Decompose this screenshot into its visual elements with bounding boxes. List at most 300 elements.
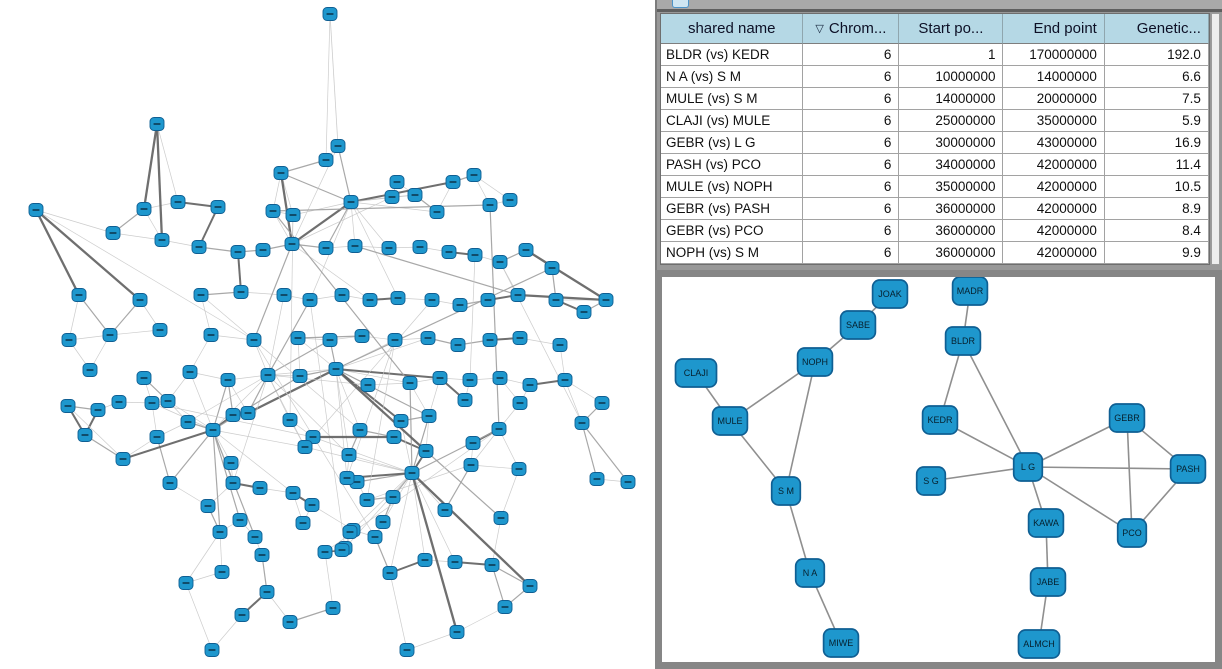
network-node[interactable]	[492, 423, 506, 436]
network-node[interactable]	[213, 526, 227, 539]
network-node[interactable]	[61, 400, 75, 413]
network-node-s-g[interactable]	[917, 467, 946, 495]
node-label	[442, 509, 449, 511]
table-cell[interactable]: BLDR (vs) KEDR	[661, 44, 803, 66]
network-node-madr[interactable]	[953, 277, 988, 305]
table-row[interactable]	[661, 110, 1209, 132]
node-label	[33, 209, 40, 211]
network-node-gebr[interactable]	[1110, 404, 1145, 432]
table-cell[interactable]: 25000000	[899, 110, 1003, 132]
network-node[interactable]	[329, 363, 343, 376]
node-label	[507, 199, 514, 201]
network-node[interactable]	[390, 176, 404, 189]
node-label	[210, 429, 217, 431]
network-node[interactable]	[256, 244, 270, 257]
network-node[interactable]	[549, 294, 563, 307]
network-node[interactable]	[376, 516, 390, 529]
network-node[interactable]	[422, 410, 436, 423]
network-node-n-a[interactable]	[796, 559, 825, 587]
network-node[interactable]	[464, 459, 478, 472]
network-node[interactable]	[283, 414, 297, 427]
network-node[interactable]	[181, 416, 195, 429]
network-node[interactable]	[153, 324, 167, 337]
table-cell[interactable]: 20000000	[1003, 88, 1104, 110]
network-node[interactable]	[305, 499, 319, 512]
table-cell[interactable]: GEBR (vs) PCO	[661, 220, 803, 242]
network-node[interactable]	[438, 504, 452, 517]
node-label	[346, 454, 353, 456]
table-cell[interactable]: 42000000	[1003, 154, 1104, 176]
network-node[interactable]	[137, 203, 151, 216]
network-node[interactable]	[204, 329, 218, 342]
column-header-0[interactable]	[661, 14, 803, 44]
network-edge	[786, 362, 815, 491]
network-node[interactable]	[513, 332, 527, 345]
network-node[interactable]	[577, 306, 591, 319]
node-label: MULE	[717, 416, 743, 427]
network-node[interactable]	[211, 201, 225, 214]
network-node[interactable]	[205, 644, 219, 657]
network-node[interactable]	[233, 514, 247, 527]
node-label	[215, 206, 222, 208]
node-label	[327, 339, 334, 341]
table-cell[interactable]: 6	[803, 110, 899, 132]
node-label	[364, 499, 371, 501]
table-cell[interactable]: 42000000	[1003, 242, 1104, 264]
node-label	[502, 606, 509, 608]
node-label	[270, 210, 277, 212]
network-edge	[123, 430, 213, 459]
network-node[interactable]	[247, 334, 261, 347]
table-cell[interactable]: 11.4	[1105, 154, 1209, 176]
network-node[interactable]	[405, 467, 419, 480]
network-node[interactable]	[260, 586, 274, 599]
node-label	[310, 436, 317, 438]
node-label	[496, 428, 503, 430]
network-node[interactable]	[558, 374, 572, 387]
network-node[interactable]	[385, 191, 399, 204]
network-node[interactable]	[360, 494, 374, 507]
network-node[interactable]	[226, 477, 240, 490]
network-edge	[412, 473, 530, 586]
network-node[interactable]	[62, 334, 76, 347]
node-label	[219, 571, 226, 573]
table-corner-tab[interactable]	[672, 0, 689, 8]
network-node[interactable]	[368, 531, 382, 544]
network-node[interactable]	[161, 395, 175, 408]
network-node-l-g[interactable]	[1014, 453, 1043, 481]
table-cell[interactable]: 6	[803, 44, 899, 66]
table-cell[interactable]: MULE (vs) NOPH	[661, 176, 803, 198]
network-node[interactable]	[137, 372, 151, 385]
node-label	[228, 462, 235, 464]
network-node[interactable]	[451, 339, 465, 352]
table-cell[interactable]: 7.5	[1105, 88, 1209, 110]
table-cell[interactable]: NOPH (vs) S M	[661, 242, 803, 264]
network-node[interactable]	[425, 294, 439, 307]
edge-attribute-table	[660, 13, 1210, 265]
network-node[interactable]	[133, 294, 147, 307]
column-header-2[interactable]	[899, 14, 1003, 44]
network-node[interactable]	[303, 294, 317, 307]
network-node[interactable]	[355, 330, 369, 343]
network-node[interactable]	[183, 366, 197, 379]
network-node[interactable]	[286, 209, 300, 222]
node-label: S M	[777, 486, 795, 497]
table-cell[interactable]: 36000000	[899, 242, 1003, 264]
network-node[interactable]	[493, 372, 507, 385]
table-cell[interactable]: 14000000	[1003, 66, 1104, 88]
network-node[interactable]	[448, 556, 462, 569]
node-label	[230, 414, 237, 416]
table-cell[interactable]: 6	[803, 198, 899, 220]
network-node[interactable]	[286, 487, 300, 500]
table-cell[interactable]: 192.0	[1105, 44, 1209, 66]
network-node[interactable]	[394, 415, 408, 428]
table-cell[interactable]: 35000000	[899, 176, 1003, 198]
table-cell[interactable]: 10000000	[899, 66, 1003, 88]
node-label: BLDR	[950, 336, 976, 347]
network-node[interactable]	[590, 473, 604, 486]
network-node[interactable]	[241, 407, 255, 420]
network-node[interactable]	[523, 580, 537, 593]
network-node[interactable]	[155, 234, 169, 247]
network-node[interactable]	[319, 154, 333, 167]
network-node[interactable]	[575, 417, 589, 430]
network-node-bldr[interactable]	[946, 327, 981, 355]
network-node[interactable]	[403, 377, 417, 390]
node-label	[154, 123, 161, 125]
table-cell[interactable]: 30000000	[899, 132, 1003, 154]
network-node[interactable]	[458, 394, 472, 407]
table-row[interactable]	[661, 220, 1209, 242]
table-cell[interactable]: GEBR (vs) L G	[661, 132, 803, 154]
network-node[interactable]	[221, 374, 235, 387]
network-node[interactable]	[298, 441, 312, 454]
network-node[interactable]	[29, 204, 43, 217]
table-cell[interactable]: 6	[803, 242, 899, 264]
network-node-kedr[interactable]	[923, 406, 958, 434]
table-cell[interactable]: 6	[803, 132, 899, 154]
node-label	[581, 311, 588, 313]
node-label	[417, 246, 424, 248]
network-node[interactable]	[519, 244, 533, 257]
node-label	[120, 458, 127, 460]
column-header-4[interactable]	[1105, 14, 1209, 44]
node-label	[365, 384, 372, 386]
table-row[interactable]	[661, 154, 1209, 176]
table-cell[interactable]: 36000000	[899, 220, 1003, 242]
table-top-strip	[657, 0, 1222, 9]
network-node[interactable]	[483, 199, 497, 212]
network-node[interactable]	[342, 449, 356, 462]
network-node[interactable]	[503, 194, 517, 207]
table-cell[interactable]: 6	[803, 220, 899, 242]
table-cell[interactable]: 36000000	[899, 198, 1003, 220]
node-label	[527, 585, 534, 587]
table-cell[interactable]: 6.6	[1105, 66, 1209, 88]
network-node[interactable]	[179, 577, 193, 590]
table-cell[interactable]: GEBR (vs) PASH	[661, 198, 803, 220]
table-panel	[655, 0, 1222, 270]
network-node[interactable]	[363, 294, 377, 307]
network-node-s-m[interactable]	[772, 477, 801, 505]
table-cell[interactable]: 170000000	[1003, 44, 1104, 66]
table-cell[interactable]: 35000000	[1003, 110, 1104, 132]
network-node[interactable]	[224, 457, 238, 470]
node-label	[157, 329, 164, 331]
table-cell[interactable]: CLAJI (vs) MULE	[661, 110, 803, 132]
network-node[interactable]	[498, 601, 512, 614]
network-node[interactable]	[348, 240, 362, 253]
network-node[interactable]	[481, 294, 495, 307]
network-node[interactable]	[512, 463, 526, 476]
network-node[interactable]	[116, 453, 130, 466]
network-node[interactable]	[293, 370, 307, 383]
node-label	[470, 442, 477, 444]
table-row[interactable]	[661, 176, 1209, 198]
network-node[interactable]	[283, 616, 297, 629]
network-node[interactable]	[446, 176, 460, 189]
network-node[interactable]	[206, 424, 220, 437]
table-cell[interactable]: 8.9	[1105, 198, 1209, 220]
table-row[interactable]	[661, 198, 1209, 220]
network-node[interactable]	[383, 567, 397, 580]
network-node[interactable]	[318, 546, 332, 559]
network-node[interactable]	[388, 334, 402, 347]
node-label	[252, 536, 259, 538]
table-cell[interactable]: PASH (vs) PCO	[661, 154, 803, 176]
node-label: L G	[1020, 462, 1036, 473]
network-node-jabe[interactable]	[1031, 568, 1066, 596]
network-node[interactable]	[361, 379, 375, 392]
network-node[interactable]	[261, 369, 275, 382]
table-cell[interactable]: 42000000	[1003, 198, 1104, 220]
network-edge	[144, 124, 157, 209]
node-label	[372, 536, 379, 538]
node-label: KEDR	[927, 415, 953, 426]
table-cell[interactable]: N A (vs) S M	[661, 66, 803, 88]
network-edge	[410, 383, 412, 473]
network-node[interactable]	[296, 517, 310, 530]
table-row[interactable]	[661, 242, 1209, 264]
network-node-noph[interactable]	[798, 348, 833, 376]
network-node-almch[interactable]	[1019, 630, 1060, 658]
node-label	[389, 196, 396, 198]
table-cell[interactable]: 1	[899, 44, 1003, 66]
node-label	[260, 249, 267, 251]
node-label: JABE	[1036, 577, 1060, 588]
network-node[interactable]	[453, 299, 467, 312]
table-cell[interactable]: 42000000	[1003, 220, 1104, 242]
network-node[interactable]	[599, 294, 613, 307]
table-row[interactable]	[661, 88, 1209, 110]
network-node[interactable]	[274, 167, 288, 180]
network-node[interactable]	[421, 332, 435, 345]
network-node-sabe[interactable]	[841, 311, 876, 339]
network-node[interactable]	[323, 334, 337, 347]
network-node[interactable]	[386, 491, 400, 504]
network-edge	[407, 632, 457, 650]
network-node[interactable]	[344, 196, 358, 209]
table-scroll-gutter[interactable]	[1211, 13, 1220, 265]
node-label	[257, 487, 264, 489]
network-node[interactable]	[145, 397, 159, 410]
network-node[interactable]	[463, 374, 477, 387]
node-label	[339, 294, 346, 296]
node-label	[237, 519, 244, 521]
network-node[interactable]	[335, 289, 349, 302]
network-node[interactable]	[483, 334, 497, 347]
network-node[interactable]	[326, 602, 340, 615]
table-cell[interactable]: 16.9	[1105, 132, 1209, 154]
network-node[interactable]	[163, 477, 177, 490]
network-node[interactable]	[171, 196, 185, 209]
network-node[interactable]	[194, 289, 208, 302]
network-node-pash[interactable]	[1171, 455, 1206, 483]
table-cell[interactable]: 10.5	[1105, 176, 1209, 198]
table-cell[interactable]: 8.4	[1105, 220, 1209, 242]
node-label	[523, 249, 530, 251]
network-node[interactable]	[382, 242, 396, 255]
network-node[interactable]	[343, 526, 357, 539]
table-row[interactable]	[661, 132, 1209, 154]
column-header-3[interactable]	[1003, 14, 1104, 44]
table-cell[interactable]: 6	[803, 154, 899, 176]
network-node-miwe[interactable]	[824, 629, 859, 657]
network-node[interactable]	[433, 372, 447, 385]
table-cell[interactable]: 14000000	[899, 88, 1003, 110]
table-row[interactable]	[661, 44, 1209, 66]
network-node[interactable]	[430, 206, 444, 219]
table-cell[interactable]: 43000000	[1003, 132, 1104, 154]
filter-icon[interactable]: ▽	[815, 22, 824, 35]
network-node[interactable]	[523, 379, 537, 392]
network-node[interactable]	[285, 238, 299, 251]
network-node[interactable]	[391, 292, 405, 305]
network-node-pco[interactable]	[1118, 519, 1147, 547]
network-node[interactable]	[413, 241, 427, 254]
table-row[interactable]	[661, 66, 1209, 88]
network-node[interactable]	[468, 249, 482, 262]
table-cell[interactable]: 6	[803, 88, 899, 110]
column-header-1[interactable]	[803, 14, 899, 44]
network-node[interactable]	[231, 246, 245, 259]
network-node[interactable]	[150, 431, 164, 444]
network-node-mule[interactable]	[713, 407, 748, 435]
network-node[interactable]	[511, 289, 525, 302]
node-label	[238, 291, 245, 293]
network-node[interactable]	[266, 205, 280, 218]
network-node[interactable]	[450, 626, 464, 639]
network-edge	[336, 338, 428, 369]
table-cell[interactable]: 42000000	[1003, 176, 1104, 198]
network-node[interactable]	[545, 262, 559, 275]
network-node[interactable]	[467, 169, 481, 182]
network-node[interactable]	[291, 332, 305, 345]
network-node[interactable]	[277, 289, 291, 302]
network-node[interactable]	[553, 339, 567, 352]
network-node[interactable]	[112, 396, 126, 409]
node-label	[347, 531, 354, 533]
node-label	[471, 174, 478, 176]
network-node[interactable]	[621, 476, 635, 489]
network-node[interactable]	[201, 500, 215, 513]
network-node[interactable]	[595, 397, 609, 410]
network-node[interactable]	[493, 256, 507, 269]
node-label	[594, 478, 601, 480]
network-node[interactable]	[215, 566, 229, 579]
network-node[interactable]	[418, 554, 432, 567]
node-label	[498, 517, 505, 519]
subnetwork-canvas[interactable]	[662, 277, 1215, 662]
network-edge	[305, 300, 432, 447]
network-node[interactable]	[400, 644, 414, 657]
network-node[interactable]	[335, 544, 349, 557]
column-header-label: Genetic...	[1136, 19, 1201, 37]
network-node[interactable]	[331, 140, 345, 153]
node-label	[330, 607, 337, 609]
network-node[interactable]	[387, 431, 401, 444]
network-node[interactable]	[323, 8, 337, 21]
node-label	[392, 339, 399, 341]
network-node[interactable]	[150, 118, 164, 131]
table-cell[interactable]: MULE (vs) S M	[661, 88, 803, 110]
network-node[interactable]	[253, 482, 267, 495]
network-node[interactable]	[248, 531, 262, 544]
network-node[interactable]	[340, 472, 354, 485]
network-node-claji[interactable]	[676, 359, 717, 387]
network-node[interactable]	[235, 609, 249, 622]
node-label	[625, 481, 632, 483]
table-cell[interactable]: 6	[803, 176, 899, 198]
network-node[interactable]	[226, 409, 240, 422]
table-cell[interactable]: 9.9	[1105, 242, 1209, 264]
network-node[interactable]	[408, 189, 422, 202]
network-edge	[390, 573, 407, 650]
network-node[interactable]	[442, 246, 456, 259]
node-label	[339, 549, 346, 551]
network-node[interactable]	[466, 437, 480, 450]
network-node[interactable]	[353, 424, 367, 437]
node-label	[517, 402, 524, 404]
network-node[interactable]	[319, 242, 333, 255]
network-node[interactable]	[192, 241, 206, 254]
network-node[interactable]	[485, 559, 499, 572]
network-node[interactable]	[494, 512, 508, 525]
network-node[interactable]	[78, 429, 92, 442]
node-label	[450, 181, 457, 183]
network-node[interactable]	[106, 227, 120, 240]
network-node-joak[interactable]	[873, 280, 908, 308]
table-cell[interactable]: 6	[803, 66, 899, 88]
network-node-kawa[interactable]	[1029, 509, 1064, 537]
network-node[interactable]	[513, 397, 527, 410]
network-node[interactable]	[255, 549, 269, 562]
network-node[interactable]	[234, 286, 248, 299]
table-cell[interactable]: 5.9	[1105, 110, 1209, 132]
network-node[interactable]	[103, 329, 117, 342]
network-node[interactable]	[83, 364, 97, 377]
node-label	[425, 337, 432, 339]
node-label	[357, 429, 364, 431]
node-label	[209, 649, 216, 651]
network-node[interactable]	[91, 404, 105, 417]
network-node[interactable]	[419, 445, 433, 458]
node-label	[422, 559, 429, 561]
table-cell[interactable]: 34000000	[899, 154, 1003, 176]
network-node[interactable]	[72, 289, 86, 302]
